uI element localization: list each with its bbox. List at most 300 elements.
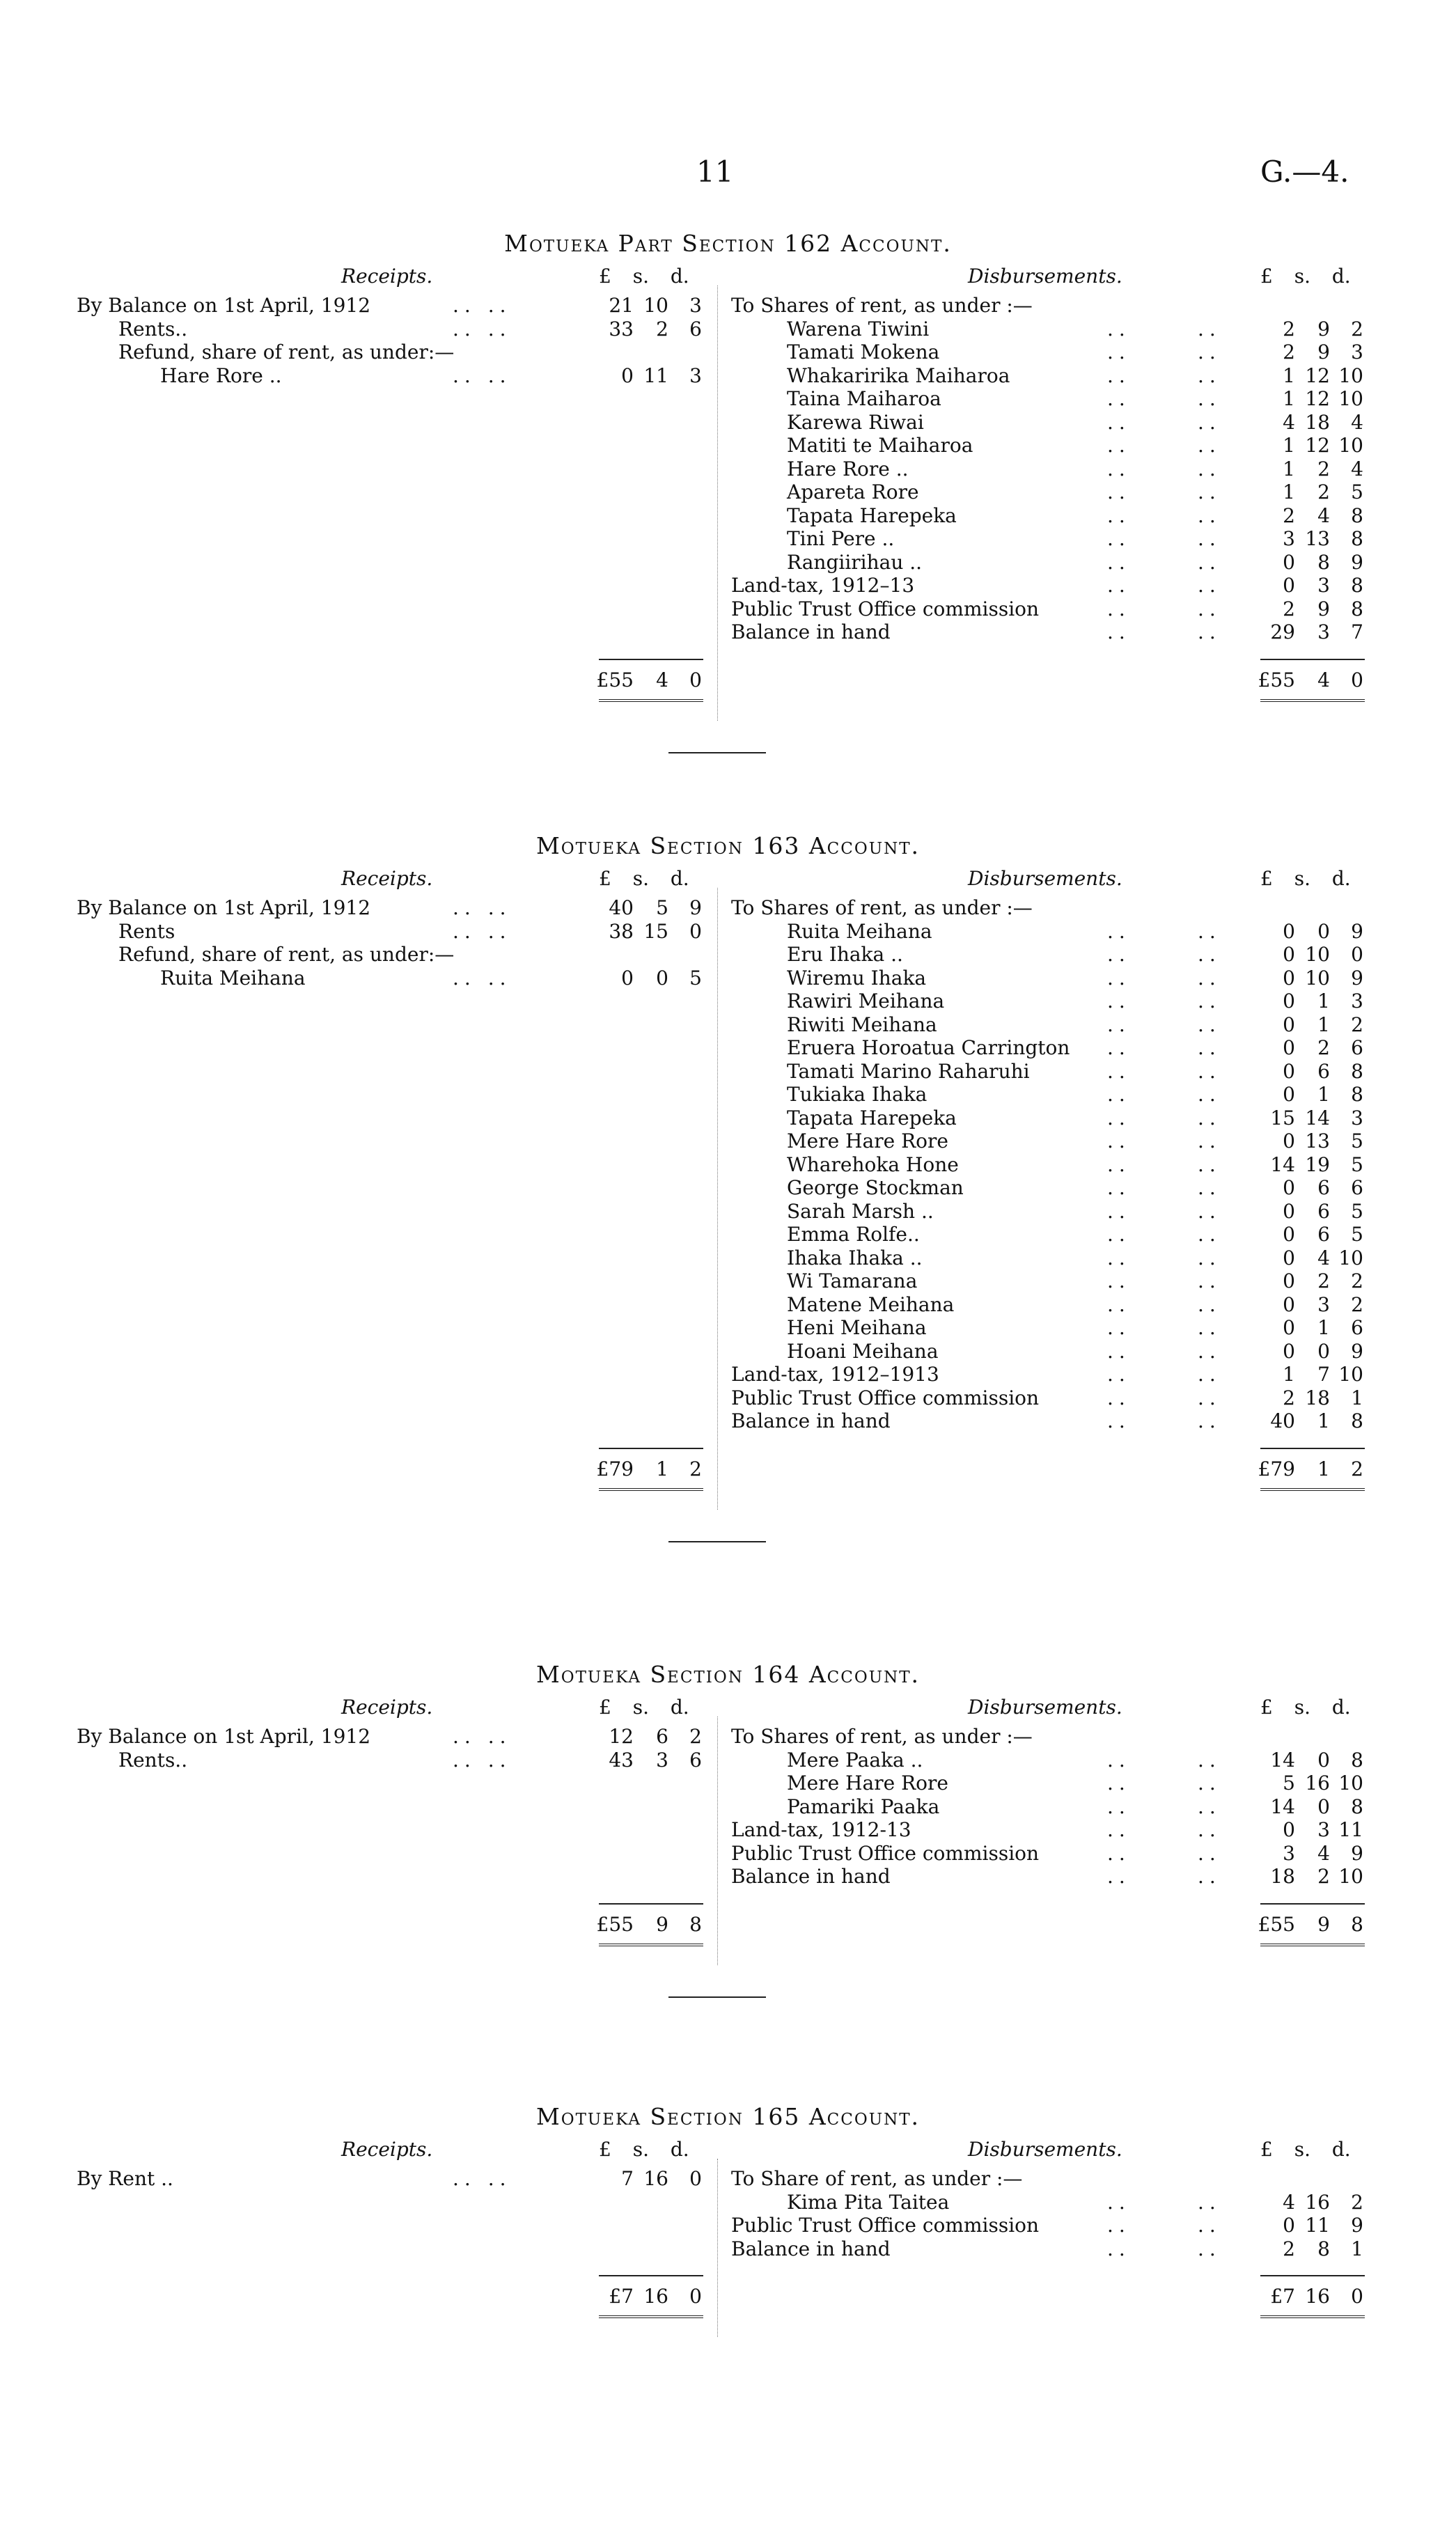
leader-dots: .. [1198, 1818, 1221, 1841]
disbursement-item: Ihaka Ihaka .. [787, 1246, 923, 1269]
disbursement-amount [1253, 1246, 1363, 1270]
disbursement-amount [1253, 990, 1363, 1013]
disbursement-amount-pence: 9 [1351, 1841, 1363, 1865]
receipts-currency-heading: £ s. d. [599, 1696, 689, 1719]
disbursement-amount-pounds: 14 [1270, 1748, 1295, 1772]
account-title: Motueka Section 163 Account. [535, 832, 921, 859]
disbursement-amount-pounds: 0 [1283, 1269, 1295, 1292]
receipt-item: Hare Rore .. [160, 363, 282, 387]
disbursement-amount-pence: 2 [1351, 1292, 1363, 1316]
receipts-total-pence: 0 [689, 2285, 702, 2308]
disbursements-total-shillings: 4 [1317, 668, 1330, 691]
disbursement-amount-shillings: 12 [1305, 434, 1330, 457]
disbursement-amount-shillings: 19 [1305, 1152, 1330, 1176]
disbursement-amount-pounds: 0 [1283, 1818, 1295, 1841]
leader-dots: .. [1107, 2214, 1131, 2237]
leader-dots: .. [1198, 1013, 1221, 1036]
disbursement-amount [1253, 527, 1363, 551]
disbursement-amount-pence: 8 [1351, 597, 1363, 620]
receipt-item: By Balance on 1st April, 1912 [77, 1725, 371, 1748]
disbursement-amount-pence: 8 [1351, 574, 1363, 597]
leader-dots: .. [1107, 1748, 1131, 1772]
disbursement-amount-shillings: 12 [1305, 387, 1330, 410]
disbursement-item: Balance in hand [731, 1409, 891, 1432]
leader-dots: .. [1107, 434, 1131, 457]
disbursement-amount [1253, 318, 1363, 341]
disbursements-total-double-rule [1260, 2315, 1365, 2321]
column-divider [717, 1717, 718, 1965]
receipt-amount-shillings: 6 [656, 1725, 668, 1748]
leader-dots: .. [1107, 1199, 1131, 1223]
disbursement-item: Eru Ihaka .. [787, 943, 903, 966]
receipt-amount-shillings: 5 [656, 896, 668, 919]
disbursement-amount-pence: 8 [1351, 1059, 1363, 1083]
leader-dots: .. [1198, 341, 1221, 363]
disbursement-amount-pence: 9 [1351, 919, 1363, 943]
receipt-amount-shillings: 0 [656, 966, 668, 990]
leader-dots: .. [1107, 1013, 1131, 1036]
leader-dots: .. [1198, 434, 1221, 457]
leader-dots: .. [1198, 410, 1221, 434]
disbursement-item: Mere Hare Rore [787, 1772, 948, 1795]
disbursement-amount-pounds: 1 [1283, 457, 1295, 480]
disbursement-item: Balance in hand [731, 620, 891, 643]
receipts-total-rule [599, 1903, 703, 1905]
leader-dots: .. [1107, 1152, 1131, 1176]
disbursement-item: Tamati Mokena [787, 341, 940, 363]
disbursement-amount-pence: 10 [1338, 363, 1363, 387]
disbursement-amount-pounds: 2 [1283, 1386, 1295, 1409]
receipt-amount-pence: 3 [689, 363, 702, 387]
disbursement-amount [1253, 504, 1363, 528]
disbursement-amount-pounds: 0 [1283, 1129, 1295, 1152]
disbursement-amount-pounds: 1 [1283, 363, 1295, 387]
leader-dots: .. [1107, 457, 1131, 480]
receipt-amount-pounds: 0 [621, 363, 634, 387]
disbursement-amount-shillings: 9 [1317, 597, 1330, 620]
disbursement-item: Karewa Riwai [787, 410, 924, 434]
disbursement-item: To Share of rent, as under :— [731, 2167, 1023, 2190]
disbursement-amount-pounds: 18 [1270, 1865, 1295, 1888]
disbursement-amount-pounds: 2 [1283, 341, 1295, 363]
leader-dots: .. [1107, 1246, 1131, 1269]
leader-dots: .. [1107, 1865, 1131, 1888]
leader-dots: .. [1198, 1083, 1221, 1106]
receipt-amount-pence: 6 [689, 1748, 702, 1772]
disbursement-amount-pence: 2 [1351, 1013, 1363, 1036]
disbursement-amount [1253, 1176, 1363, 1200]
leader-dots: .. [1198, 1409, 1221, 1432]
disbursement-amount [1253, 1293, 1363, 1317]
receipt-item: Ruita Meihana [160, 966, 306, 990]
disbursement-item: Ruita Meihana [787, 919, 932, 943]
leader-dots: .. [1198, 943, 1221, 966]
disbursement-item: Apareta Rore [787, 480, 919, 503]
disbursement-amount-pounds: 0 [1283, 919, 1295, 943]
disbursement-amount-pence: 5 [1351, 1223, 1363, 1246]
disbursement-amount-shillings: 2 [1317, 480, 1330, 503]
disbursements-currency-heading: £ s. d. [1260, 265, 1351, 288]
disbursement-amount-pounds: 0 [1283, 1246, 1295, 1269]
leader-dots: .. [1198, 1129, 1221, 1152]
leader-dots: .. [1107, 550, 1131, 574]
disbursement-amount-shillings: 2 [1317, 1269, 1330, 1292]
disbursement-amount [1253, 1842, 1363, 1866]
page-number: 11 [696, 155, 734, 189]
leader-dots: .. [1107, 1083, 1131, 1106]
disbursement-item: Land-tax, 1912–1913 [731, 1363, 939, 1386]
receipts-heading: Receipts. [341, 2138, 433, 2161]
disbursement-item: Hoani Meihana [787, 1339, 939, 1363]
disbursement-amount-pounds: 4 [1283, 410, 1295, 434]
receipts-total-pounds: £55 [596, 668, 634, 691]
disbursement-amount-pence: 2 [1351, 317, 1363, 341]
leader-dots: .. [1198, 2190, 1221, 2214]
leader-dots: .. [1198, 527, 1221, 550]
receipt-amount-shillings: 11 [643, 363, 668, 387]
disbursement-item: Mere Paaka .. [787, 1748, 923, 1772]
leader-dots: .. [1198, 1795, 1221, 1818]
receipt-item: By Rent .. [77, 2167, 173, 2190]
disbursement-amount-shillings: 14 [1305, 1106, 1330, 1129]
disbursement-amount [1253, 480, 1363, 504]
disbursements-total-pounds: £79 [1258, 1457, 1295, 1480]
leader-dots: .. [1198, 1036, 1221, 1059]
receipt-amount-shillings: 10 [643, 294, 668, 317]
disbursement-item: Sarah Marsh .. [787, 1199, 934, 1223]
disbursement-amount [1253, 434, 1363, 458]
receipts-total-pence: 0 [689, 668, 702, 691]
disbursement-amount-pence: 8 [1351, 1409, 1363, 1432]
receipts-total-shillings: 16 [643, 2285, 668, 2308]
disbursement-amount-pounds: 0 [1283, 1036, 1295, 1059]
disbursement-amount [1253, 943, 1363, 967]
disbursement-amount [1253, 620, 1363, 644]
disbursement-amount-pounds: 0 [1283, 574, 1295, 597]
disbursement-item: Whakaririka Maiharoa [787, 363, 1010, 387]
leader-dots: .. [1107, 1363, 1131, 1386]
disbursements-total [1253, 669, 1363, 692]
disbursement-item: Eruera Horoatua Carrington [787, 1036, 1070, 1059]
disbursement-amount [1253, 1409, 1363, 1433]
receipts-total-shillings: 9 [656, 1912, 668, 1936]
disbursement-amount [1253, 1153, 1363, 1177]
disbursements-total [1253, 2285, 1363, 2308]
leader-dots: .. .. [453, 294, 512, 317]
receipt-amount-shillings: 16 [643, 2167, 668, 2190]
receipts-total-pence: 2 [689, 1457, 702, 1480]
leader-dots: .. [1198, 317, 1221, 341]
leader-dots: .. [1107, 1409, 1131, 1432]
disbursement-amount-pence: 8 [1351, 1083, 1363, 1106]
disbursement-amount-pounds: 0 [1283, 550, 1295, 574]
disbursement-amount-shillings: 4 [1317, 1246, 1330, 1269]
receipts-total-pounds: £55 [596, 1912, 634, 1936]
disbursement-amount [1253, 341, 1363, 364]
disbursement-amount-pence: 2 [1351, 2190, 1363, 2214]
disbursement-item: Tapata Harepeka [787, 1106, 957, 1129]
receipts-currency-heading: £ s. d. [599, 867, 689, 890]
leader-dots: .. [1198, 990, 1221, 1013]
disbursement-item: Taina Maiharoa [787, 387, 941, 410]
disbursement-amount-pounds: 1 [1283, 1363, 1295, 1386]
disbursement-item: Emma Rolfe.. [787, 1223, 920, 1246]
disbursement-amount-pounds: 1 [1283, 480, 1295, 503]
disbursements-total-shillings: 16 [1305, 2285, 1330, 2308]
receipt-amount [592, 920, 702, 944]
receipts-total-pence: 8 [689, 1912, 702, 1936]
disbursement-amount-pounds: 0 [1283, 1059, 1295, 1083]
disbursement-amount-shillings: 1 [1317, 1409, 1330, 1432]
disbursement-item: Matene Meihana [787, 1292, 955, 1316]
leader-dots: .. .. [453, 1748, 512, 1772]
disbursements-currency-heading: £ s. d. [1260, 1696, 1351, 1719]
leader-dots: .. [1198, 620, 1221, 643]
receipt-amount [592, 1725, 702, 1749]
receipts-total-rule [599, 2275, 703, 2276]
leader-dots: .. [1107, 410, 1131, 434]
leader-dots: .. [1107, 480, 1131, 503]
leader-dots: .. [1107, 2190, 1131, 2214]
receipt-amount-pounds: 43 [609, 1748, 634, 1772]
disbursement-amount-shillings: 2 [1317, 457, 1330, 480]
disbursement-amount-shillings: 1 [1317, 1013, 1330, 1036]
leader-dots: .. [1107, 597, 1131, 620]
disbursement-amount-shillings: 13 [1305, 1129, 1330, 1152]
disbursement-amount [1253, 1749, 1363, 1772]
disbursement-amount-shillings: 8 [1317, 550, 1330, 574]
disbursement-amount [1253, 967, 1363, 990]
leader-dots: .. [1198, 387, 1221, 410]
disbursements-total-shillings: 9 [1317, 1912, 1330, 1936]
disbursement-item: Warena Tiwini [787, 317, 930, 341]
disbursement-amount [1253, 411, 1363, 435]
disbursement-amount [1253, 1060, 1363, 1084]
disbursement-amount-shillings: 2 [1317, 1036, 1330, 1059]
disbursement-item: Tini Pere .. [787, 527, 895, 550]
disbursement-item: George Stockman [787, 1176, 964, 1199]
disbursement-amount-shillings: 1 [1317, 1316, 1330, 1339]
leader-dots: .. .. [453, 919, 512, 943]
disbursements-total-double-rule [1260, 1488, 1365, 1494]
disbursement-item: Balance in hand [731, 2237, 891, 2260]
disbursement-amount-pounds: 0 [1283, 1316, 1295, 1339]
receipts-total-double-rule [599, 1488, 703, 1494]
disbursements-total-rule [1260, 1903, 1365, 1905]
disbursement-amount [1253, 1386, 1363, 1410]
disbursement-amount-pounds: 0 [1283, 1339, 1295, 1363]
receipts-heading: Receipts. [341, 1696, 433, 1719]
receipt-item: Refund, share of rent, as under:— [118, 943, 455, 966]
disbursement-item: Rangiirihau .. [787, 550, 923, 574]
leader-dots: .. [1198, 1269, 1221, 1292]
leader-dots: .. [1107, 1795, 1131, 1818]
disbursement-item: Public Trust Office commission [731, 1386, 1040, 1409]
page-reference: G.—4. [1260, 155, 1349, 189]
disbursement-amount [1253, 920, 1363, 944]
leader-dots: .. [1198, 2214, 1221, 2237]
receipts-total-shillings: 4 [656, 668, 668, 691]
receipt-amount-pounds: 33 [609, 317, 634, 341]
leader-dots: .. [1198, 363, 1221, 387]
leader-dots: .. [1107, 1269, 1131, 1292]
disbursement-amount-shillings: 16 [1305, 1772, 1330, 1795]
disbursements-heading: Disbursements. [968, 867, 1122, 890]
disbursements-total-pence: 2 [1351, 1457, 1363, 1480]
disbursement-amount [1253, 2237, 1363, 2261]
leader-dots: .. [1107, 943, 1131, 966]
disbursement-amount [1253, 2191, 1363, 2214]
receipt-amount-pence: 3 [689, 294, 702, 317]
leader-dots: .. .. [453, 966, 512, 990]
disbursement-amount-pounds: 1 [1283, 387, 1295, 410]
receipts-heading: Receipts. [341, 265, 433, 288]
disbursement-amount [1253, 1036, 1363, 1060]
leader-dots: .. [1198, 1772, 1221, 1795]
disbursement-item: Riwiti Meihana [787, 1013, 937, 1036]
disbursement-amount-shillings: 10 [1305, 943, 1330, 966]
receipt-amount [592, 967, 702, 990]
leader-dots: .. [1107, 363, 1131, 387]
disbursement-item: Pamariki Paaka [787, 1795, 940, 1818]
leader-dots: .. [1107, 527, 1131, 550]
receipt-amount-pounds: 21 [609, 294, 634, 317]
disbursement-amount-pence: 8 [1351, 527, 1363, 550]
receipts-currency-heading: £ s. d. [599, 2138, 689, 2161]
leader-dots: .. .. [453, 896, 512, 919]
disbursements-total-pounds: £7 [1270, 2285, 1295, 2308]
disbursement-amount-shillings: 1 [1317, 990, 1330, 1013]
disbursement-amount-pence: 5 [1351, 1129, 1363, 1152]
disbursements-total-pence: 8 [1351, 1912, 1363, 1936]
disbursement-amount-pence: 9 [1351, 966, 1363, 990]
disbursement-amount-pence: 10 [1338, 387, 1363, 410]
leader-dots: .. [1198, 1152, 1221, 1176]
receipt-amount-pence: 0 [689, 2167, 702, 2190]
receipt-amount-pence: 9 [689, 896, 702, 919]
disbursements-heading: Disbursements. [968, 2138, 1122, 2161]
disbursement-amount-shillings: 8 [1317, 2237, 1330, 2260]
disbursement-amount-shillings: 9 [1317, 341, 1330, 363]
disbursement-amount-pence: 6 [1351, 1316, 1363, 1339]
disbursement-amount-pence: 4 [1351, 410, 1363, 434]
disbursement-amount-pence: 5 [1351, 480, 1363, 503]
receipt-item: By Balance on 1st April, 1912 [77, 896, 371, 919]
receipt-amount-pounds: 40 [609, 896, 634, 919]
receipt-item: By Balance on 1st April, 1912 [77, 294, 371, 317]
receipt-amount-pence: 5 [689, 966, 702, 990]
leader-dots: .. [1107, 387, 1131, 410]
disbursement-amount [1253, 1340, 1363, 1363]
leader-dots: .. [1107, 317, 1131, 341]
disbursement-amount-shillings: 13 [1305, 527, 1330, 550]
disbursement-amount-pence: 9 [1351, 2214, 1363, 2237]
disbursement-amount-pounds: 2 [1283, 597, 1295, 620]
disbursement-amount-shillings: 4 [1317, 503, 1330, 527]
receipt-amount [592, 294, 702, 318]
disbursement-amount-pounds: 0 [1283, 1013, 1295, 1036]
receipts-total-double-rule [599, 699, 703, 705]
disbursement-amount-pounds: 0 [1283, 1223, 1295, 1246]
disbursement-amount-shillings: 16 [1305, 2190, 1330, 2214]
leader-dots: .. [1107, 1772, 1131, 1795]
disbursement-amount-pounds: 14 [1270, 1152, 1295, 1176]
leader-dots: .. [1198, 597, 1221, 620]
disbursement-amount-pounds: 15 [1270, 1106, 1295, 1129]
disbursement-amount-pounds: 29 [1270, 620, 1295, 643]
disbursement-item: Land-tax, 1912–13 [731, 574, 915, 597]
disbursement-item: Wiremu Ihaka [787, 966, 927, 990]
disbursements-heading: Disbursements. [968, 1696, 1122, 1719]
disbursement-item: To Shares of rent, as under :— [731, 896, 1033, 919]
disbursement-amount-pounds: 0 [1283, 1176, 1295, 1199]
disbursement-amount-pence: 8 [1351, 1748, 1363, 1772]
leader-dots: .. [1107, 574, 1131, 597]
disbursement-amount [1253, 1107, 1363, 1130]
disbursement-amount-pence: 7 [1351, 620, 1363, 643]
disbursement-amount-shillings: 6 [1317, 1223, 1330, 1246]
disbursement-item: Tukiaka Ihaka [787, 1083, 927, 1106]
disbursements-total [1253, 1913, 1363, 1937]
disbursement-amount-pounds: 0 [1283, 1083, 1295, 1106]
disbursement-amount-pounds: 4 [1283, 2190, 1295, 2214]
receipt-amount [592, 364, 702, 388]
leader-dots: .. [1198, 1841, 1221, 1865]
disbursement-amount [1253, 387, 1363, 411]
receipt-amount [592, 1749, 702, 1772]
disbursement-amount-pence: 3 [1351, 990, 1363, 1013]
leader-dots: .. [1107, 1129, 1131, 1152]
disbursement-item: Public Trust Office commission [731, 1841, 1040, 1865]
leader-dots: .. [1198, 1363, 1221, 1386]
disbursement-amount-pounds: 0 [1283, 990, 1295, 1013]
leader-dots: .. [1198, 919, 1221, 943]
account-title: Motueka Section 164 Account. [535, 1661, 921, 1688]
disbursement-item: Public Trust Office commission [731, 597, 1040, 620]
disbursement-amount-shillings: 6 [1317, 1199, 1330, 1223]
disbursement-amount-pence: 6 [1351, 1176, 1363, 1199]
leader-dots: .. [1198, 574, 1221, 597]
leader-dots: .. [1107, 1841, 1131, 1865]
section-separator [668, 1996, 766, 1998]
leader-dots: .. [1198, 1176, 1221, 1199]
leader-dots: .. [1107, 1106, 1131, 1129]
disbursement-amount [1253, 597, 1363, 621]
leader-dots: .. [1198, 457, 1221, 480]
leader-dots: .. [1107, 1339, 1131, 1363]
disbursement-amount [1253, 1818, 1363, 1842]
leader-dots: .. [1198, 480, 1221, 503]
disbursement-item: Tamati Marino Raharuhi [787, 1059, 1030, 1083]
leader-dots: .. [1198, 1316, 1221, 1339]
disbursement-amount-pence: 3 [1351, 1106, 1363, 1129]
receipts-total [592, 2285, 702, 2308]
disbursement-amount-pence: 5 [1351, 1152, 1363, 1176]
receipt-amount-shillings: 2 [656, 317, 668, 341]
leader-dots: .. [1107, 1386, 1131, 1409]
leader-dots: .. [1107, 503, 1131, 527]
receipt-amount-pounds: 7 [621, 2167, 634, 2190]
disbursement-amount-pence: 5 [1351, 1199, 1363, 1223]
disbursements-total-rule [1260, 659, 1365, 660]
disbursement-amount-pence: 8 [1351, 1795, 1363, 1818]
receipts-heading: Receipts. [341, 867, 433, 890]
leader-dots: .. [1198, 1223, 1221, 1246]
disbursement-item: Land-tax, 1912-13 [731, 1818, 911, 1841]
disbursement-amount-pence: 10 [1338, 1772, 1363, 1795]
disbursement-item: Public Trust Office commission [731, 2214, 1040, 2237]
receipts-total-rule [599, 659, 703, 660]
